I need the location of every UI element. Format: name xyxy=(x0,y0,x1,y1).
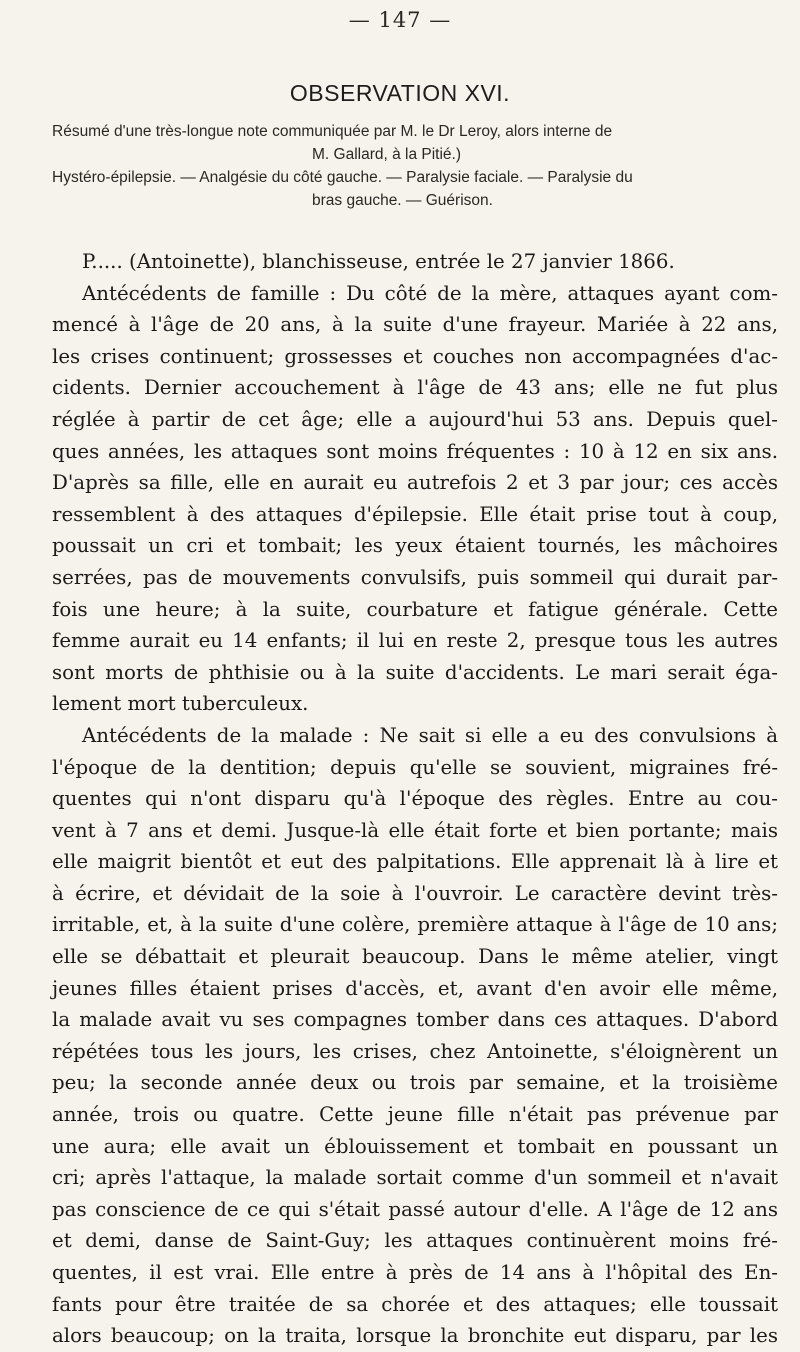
body-line: ques années, les attaques sont moins fréquentes : 10 à 12 en six ans. xyxy=(52,439,778,463)
body-line: Antécédents de famille : Du côté de la mère, attaques ayant com- xyxy=(82,281,778,305)
summary-line: M. Gallard, à la Pitié.) xyxy=(312,146,462,163)
body-line: irritable, et, à la suite d'une colère, première attaque à l'âge de 10 ans; xyxy=(52,913,778,937)
summary-block xyxy=(52,120,772,212)
body-line: femme aurait eu 14 enfants; il lui en reste 2, presque tous les autres xyxy=(52,629,778,653)
body-line: vent à 7 ans et demi. Jusque-là elle était forte et bien portante; mais xyxy=(52,818,778,842)
body-line: lement mort tuberculeux. xyxy=(52,692,309,716)
body-line: l'époque de la dentition; depuis qu'elle se souvient, migraines fré- xyxy=(52,755,778,779)
body-line: D'après sa fille, elle en aurait eu autrefois 2 et 3 par jour; ces accès xyxy=(52,471,778,495)
observation-body xyxy=(52,246,778,1352)
observation-title: OBSERVATION XVI. xyxy=(289,80,511,106)
body-line: elle maigrit bientôt et eut des palpitations. Elle apprenait là à lire et xyxy=(52,850,778,874)
body-line: quentes qui n'ont disparu qu'à l'époque des règles. Entre au cou- xyxy=(52,787,778,811)
body-line: jeunes filles étaient prises d'accès, et, avant d'en avoir elle même, xyxy=(52,976,778,1000)
body-line: peu; la seconde année deux ou trois par semaine, et la troisième xyxy=(52,1071,778,1095)
body-line: P..... (Antoinette), blanchisseuse, entrée le 27 janvier 1866. xyxy=(82,250,675,273)
body-line: année, trois ou quatre. Cette jeune fille n'était pas prévenue par xyxy=(52,1103,778,1127)
body-line: répétées tous les jours, les crises, chez Antoinette, s'éloignèrent un xyxy=(52,1039,778,1063)
body-line: elle se débattait et pleurait beaucoup. Dans le même atelier, vingt xyxy=(52,945,778,969)
page-number: — 147 — xyxy=(348,8,452,32)
body-line: fants pour être traitée de sa chorée et des attaques; elle toussait xyxy=(52,1292,778,1316)
body-line: une aura; elle avait un éblouissement et tombait en poussant un xyxy=(52,1134,778,1158)
body-line: et demi, danse de Saint-Guy; les attaques continuèrent moins fré- xyxy=(52,1229,778,1253)
body-line: quentes, il est vrai. Elle entre à près de 14 ans à l'hôpital des En- xyxy=(52,1261,778,1284)
body-line: Antécédents de la malade : Ne sait si elle a eu des convulsions à xyxy=(82,723,778,747)
body-line: réglée à partir de cet âge; elle a aujourd'hui 53 ans. Depuis quel- xyxy=(52,407,778,431)
summary-line: bras gauche. — Guérison. xyxy=(312,192,493,209)
body-line: la malade avait vu ses compagnes tomber dans ces attaques. D'abord xyxy=(52,1008,778,1032)
body-line: poussait un cri et tombait; les yeux étaient tournés, les mâchoires xyxy=(52,534,778,558)
body-line: fois une heure; à la suite, courbature et fatigue générale. Cette xyxy=(52,597,778,621)
body-line: pas conscience de ce qui s'était passé autour d'elle. A l'âge de 12 ans xyxy=(52,1197,778,1221)
summary-line: Hystéro-épilepsie. — Analgésie du côté gauche. — Paralysie faciale. — Paralysie du xyxy=(52,169,633,186)
summary-line: Résumé d'une très-longue note communiquée par M. le Dr Leroy, alors interne de xyxy=(52,123,613,140)
body-line: mencé à l'âge de 20 ans, à la suite d'une frayeur. Mariée à 22 ans, xyxy=(52,313,778,337)
body-line: ressemblent à des attaques d'épilepsie. Elle était prise tout à coup, xyxy=(52,502,778,526)
body-line: les crises continuent; grossesses et couches non accompagnées d'ac- xyxy=(52,344,778,368)
body-line: à écrire, et dévidait de la soie à l'ouvroir. Le caractère devint très- xyxy=(52,881,778,905)
body-line: alors beaucoup; on la traita, lorsque la bronchite eut disparu, par les xyxy=(52,1324,778,1348)
body-line: serrées, pas de mouvements convulsifs, puis sommeil qui durait par- xyxy=(52,565,778,589)
body-line: cri; après l'attaque, la malade sortait comme d'un sommeil et n'avait xyxy=(52,1166,778,1190)
body-line: cidents. Dernier accouchement à l'âge de 43 ans; elle ne fut plus xyxy=(52,376,778,400)
body-line: sont morts de phthisie ou à la suite d'accidents. Le mari serait éga- xyxy=(52,660,778,684)
